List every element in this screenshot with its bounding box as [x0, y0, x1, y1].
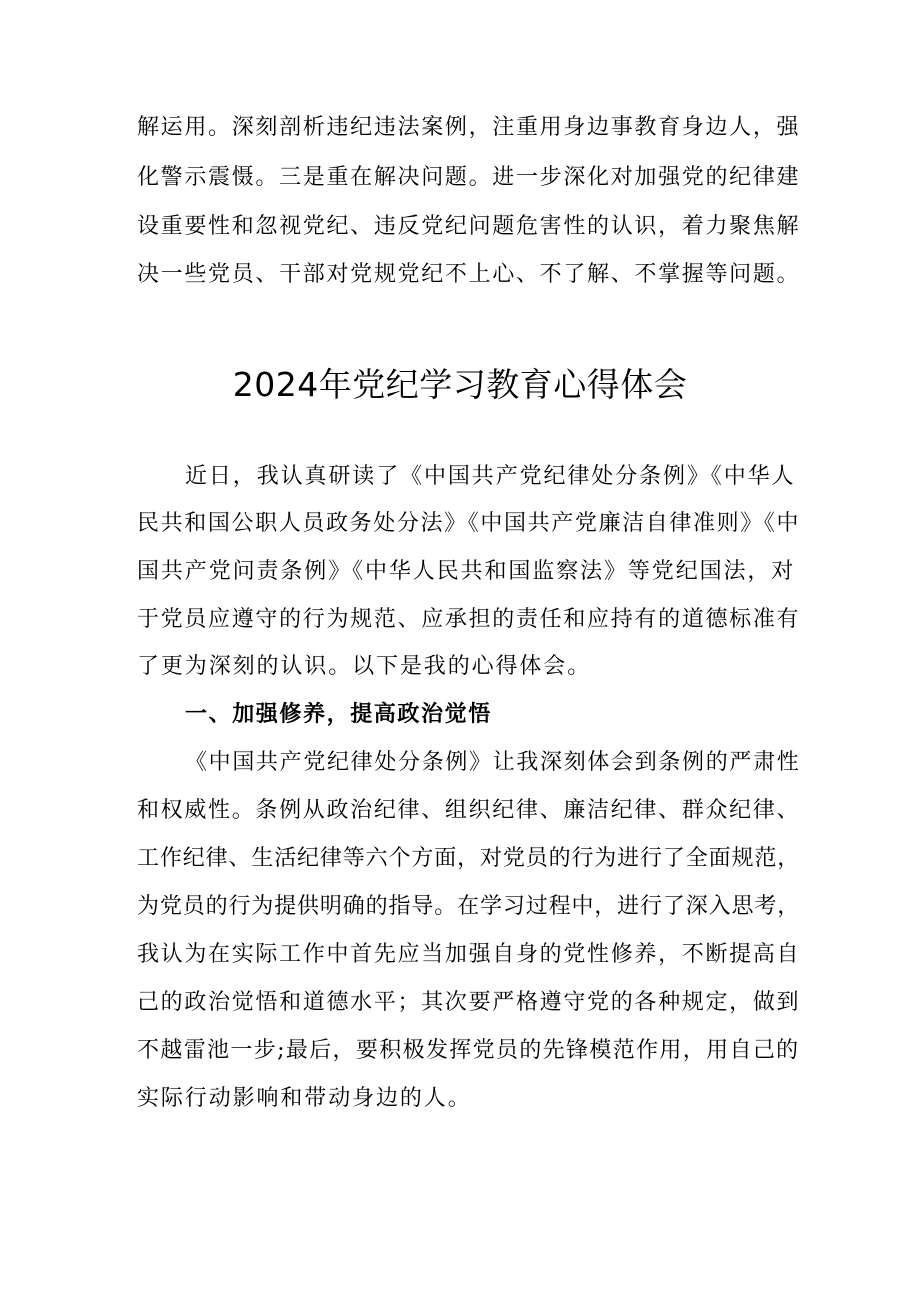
- paragraph-line: 化警示震慑。三是重在解决问题。进一步深化对加强党的纪律建: [137, 165, 801, 190]
- paragraph-line: 设重要性和忽视党纪、违反党纪问题危害性的认识，着力聚焦解: [137, 214, 801, 239]
- section-heading: 一、加强修养，提高政治觉悟: [185, 702, 492, 727]
- paragraph-line: 《中国共产党纪律处分条例》让我深刻体会到条例的严肃性: [185, 750, 801, 775]
- paragraph-line: 己的政治觉悟和道德水平；其次要严格遵守党的各种规定，做到: [137, 990, 801, 1015]
- paragraph-line: 解运用。深刻剖析违纪违法案例，注重用身边事教育身边人，强: [137, 115, 801, 140]
- paragraph-line: 了更为深刻的认识。以下是我的心得体会。: [137, 654, 592, 679]
- paragraph-line: 国共产党问责条例》《中华人民共和国监察法》等党纪国法，对: [137, 559, 796, 584]
- paragraph-line: 决一些党员、干部对党规党纪不上心、不了解、不掌握等问题。: [137, 262, 801, 287]
- paragraph-line: 工作纪律、生活纪律等六个方面，对党员的行为进行了全面规范，: [137, 846, 801, 871]
- paragraph-line: 民共和国公职人员政务处分法》《中国共产党廉洁自律准则》《中: [137, 511, 801, 536]
- paragraph-line: 近日，我认真研读了《中国共产党纪律处分条例》《中华人: [185, 464, 796, 489]
- paragraph-line: 为党员的行为提供明确的指导。在学习过程中，进行了深入思考，: [137, 894, 801, 919]
- paragraph-line: 我认为在实际工作中首先应当加强自身的党性修养，不断提高自: [137, 942, 801, 967]
- paragraph-line: 和权威性。条例从政治纪律、组织纪律、廉洁纪律、群众纪律、: [137, 798, 801, 823]
- paragraph-line: 实际行动影响和带动身边的人。: [137, 1086, 472, 1111]
- document-title: 2024年党纪学习教育心得体会: [232, 365, 688, 404]
- paragraph-line: 不越雷池一步;最后，要积极发挥党员的先锋模范作用，用自己的: [137, 1038, 800, 1063]
- paragraph-line: 于党员应遵守的行为规范、应承担的责任和应持有的道德标准有: [137, 607, 801, 632]
